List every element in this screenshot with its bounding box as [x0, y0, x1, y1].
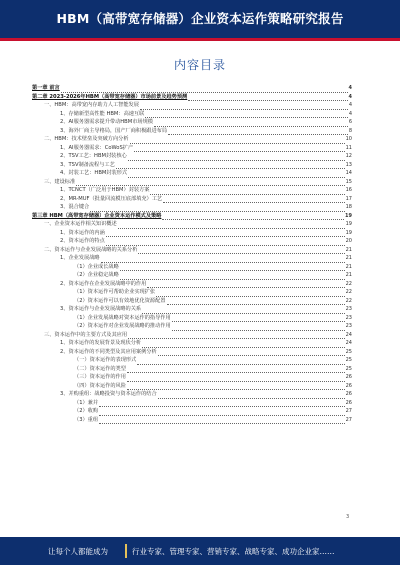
toc-entry[interactable] [32, 101, 352, 110]
table-of-contents [32, 84, 352, 424]
toc-entry-text: （三）资本运作的作用 [74, 374, 126, 380]
toc-entry-page: 23 [345, 323, 352, 329]
footer-divider [125, 544, 127, 558]
toc-entry-text: 2、资本运作在企业发展战略中的作用 [60, 280, 147, 287]
footer-slogan-left: 让每个人都能成为 [48, 547, 108, 556]
toc-entry[interactable] [32, 118, 352, 127]
toc-entry-text: 三、建设标准 [44, 178, 76, 185]
toc-entry-page: 16 [345, 187, 352, 193]
toc-entry[interactable] [32, 263, 352, 272]
toc-entry[interactable] [32, 348, 352, 357]
toc-entry-text: 3、资本运作与企业发展战略的关系 [60, 306, 142, 312]
toc-entry-page: 12 [345, 153, 352, 159]
toc-entry[interactable] [32, 229, 352, 238]
toc-leader-dots [162, 213, 344, 220]
toc-leader-dots [163, 196, 345, 203]
toc-entry-text: （1）资本运作可帮助企业实现扩张 [74, 289, 156, 295]
toc-entry-text: 1、资本运作的内涵 [60, 229, 105, 236]
report-footer [0, 537, 400, 565]
toc-leader-dots [154, 120, 348, 127]
toc-entry-text: 3、混合键合 [60, 204, 90, 210]
toc-entry[interactable] [32, 331, 352, 340]
toc-entry-text: 1、TCNCT（广泛用于HBM）封装方案 [60, 187, 150, 193]
toc-entry[interactable] [32, 271, 352, 280]
toc-entry[interactable] [32, 407, 352, 416]
toc-leader-dots [127, 383, 345, 390]
toc-leader-dots [76, 179, 344, 186]
toc-entry[interactable] [32, 356, 352, 365]
toc-entry[interactable] [32, 322, 352, 331]
toc-entry-text: 一、企业资本运作相关知识概述 [44, 221, 117, 227]
toc-leader-dots [142, 307, 345, 314]
toc-leader-dots [99, 409, 345, 416]
toc-entry-text: 3、并购重组：战略投资与资本运作的结合 [60, 391, 157, 397]
toc-entry-text: 三、资本运作中的主要方式及其应用 [44, 331, 128, 338]
toc-entry-page: 21 [345, 272, 352, 278]
toc-entry-page: 23 [345, 314, 352, 321]
toc-entry-page: 25 [345, 357, 352, 363]
toc-title: 内容目录 [173, 58, 226, 72]
toc-entry-page: 22 [345, 280, 352, 287]
toc-entry[interactable] [32, 305, 352, 314]
toc-entry-text: 1、存储新型高性能 HBM：高速互联 [60, 110, 145, 117]
toc-entry-text: 2、MR-MUF（批量回流模压底部填充）工艺 [60, 195, 163, 202]
toc-entry-page: 20 [345, 238, 352, 244]
toc-leader-dots [61, 86, 348, 93]
toc-entry[interactable] [32, 220, 352, 229]
toc-entry-page: 25 [345, 348, 352, 355]
toc-leader-dots [130, 137, 345, 144]
footer-slogan-right: 行业专家、管理专家、营销专家、战略专家、成功企业家…… [132, 547, 335, 556]
toc-leader-dots [120, 264, 345, 271]
toc-entry-page: 13 [345, 161, 352, 168]
toc-entry[interactable] [32, 110, 352, 119]
toc-entry[interactable] [32, 161, 352, 170]
toc-entry-text: （2）收购 [74, 408, 99, 414]
toc-entry-page: 17 [345, 195, 352, 202]
toc-entry-page: 19 [345, 212, 352, 219]
toc-entry[interactable] [32, 280, 352, 289]
toc-entry-page: 4 [348, 110, 352, 117]
toc-entry-page: 23 [345, 306, 352, 312]
toc-leader-dots [101, 256, 345, 263]
toc-entry-page: 11 [345, 144, 352, 151]
toc-entry-page: 4 [348, 93, 352, 100]
page-number: 3 [346, 514, 350, 520]
toc-entry[interactable] [32, 186, 352, 195]
toc-entry[interactable] [32, 339, 352, 348]
toc-entry-text: 二、资本运作与企业发展战略的关系分析 [44, 246, 138, 253]
toc-entry-text: 2、资本运作的不同类型及其应用案例分析 [60, 348, 157, 355]
toc-entry-text: 1、企业发展战略 [60, 255, 100, 261]
toc-leader-dots [158, 392, 345, 399]
toc-leader-dots [99, 400, 345, 407]
toc-entry-page: 22 [345, 289, 352, 295]
toc-leader-dots [106, 230, 345, 237]
toc-entry-page: 26 [345, 382, 352, 389]
toc-leader-dots [158, 349, 345, 356]
toc-entry-page: 4 [348, 85, 352, 91]
toc-leader-dots [137, 358, 344, 365]
toc-entry-text: （1）企业成长战略 [74, 263, 119, 270]
toc-entry-page: 27 [345, 416, 352, 423]
toc-entry-text: 3、海外厂商主导格局，国产厂商积极跟进布局 [60, 127, 168, 134]
toc-entry-text: （2）企业稳定战略 [74, 272, 119, 278]
toc-entry-text: （1）企业发展战略对资本运作的指导作用 [74, 314, 171, 321]
toc-entry-page: 21 [345, 255, 352, 261]
toc-entry-page: 6 [348, 119, 352, 125]
toc-leader-dots [99, 417, 345, 424]
toc-leader-dots [142, 341, 345, 348]
toc-entry-page: 19 [345, 221, 352, 227]
toc-entry[interactable] [32, 178, 352, 187]
toc-leader-dots [145, 111, 347, 118]
toc-entry-text: （2）资本运作可以有效地优化资源配置 [74, 297, 166, 304]
toc-entry-text: 二、HBM：技术壁垒及突破方向分析 [44, 136, 129, 142]
toc-leader-dots [167, 298, 345, 305]
toc-entry-page: 26 [345, 374, 352, 380]
toc-leader-dots [106, 239, 345, 246]
toc-leader-dots [128, 154, 345, 161]
toc-entry-page: 18 [345, 204, 352, 210]
toc-leader-dots [128, 171, 345, 178]
toc-entry-page: 14 [345, 170, 352, 176]
toc-entry-text: 第二章 2023-2026年HBM（高带宽存储器）市场前景及趋势预测 [32, 93, 188, 100]
toc-entry-page: 15 [345, 178, 352, 185]
toc-entry-text: 4、封装工艺：HBM封装形式 [60, 170, 128, 176]
toc-entry-text: 2、资本运作的特点 [60, 238, 105, 244]
toc-entry-page: 21 [345, 246, 352, 253]
toc-entry-text: （3）重组 [74, 416, 99, 423]
toc-leader-dots [172, 324, 345, 331]
toc-entry[interactable] [32, 144, 352, 153]
toc-leader-dots [90, 205, 344, 212]
toc-leader-dots [150, 188, 344, 195]
toc-entry-text: 1、AI服务器需求：CoWoS扩产 [60, 144, 134, 151]
toc-leader-dots [138, 247, 344, 254]
report-title: HBM（高带宽存储器）企业资本运作策略研究报告 [56, 11, 344, 26]
toc-entry-text: 1、资本运作的发展背景及现状分析 [60, 340, 142, 346]
toc-leader-dots [172, 315, 345, 322]
toc-leader-dots [116, 162, 345, 169]
toc-leader-dots [147, 281, 344, 288]
toc-entry-page: 22 [345, 297, 352, 304]
toc-entry[interactable] [32, 365, 352, 374]
toc-entry-text: （一）资本运作的表现形式 [74, 357, 137, 363]
toc-entry[interactable] [32, 212, 352, 221]
toc-entry-text: 第一章 前言 [32, 85, 60, 91]
toc-entry-text: 3、TSV制备流程与工艺 [60, 161, 115, 168]
toc-entry[interactable] [32, 314, 352, 323]
toc-leader-dots [120, 273, 345, 280]
toc-leader-dots [134, 145, 344, 152]
toc-entry[interactable] [32, 152, 352, 161]
toc-entry[interactable] [32, 237, 352, 246]
toc-leader-dots [127, 375, 345, 382]
toc-entry-text: （四）资本运作的风险 [74, 382, 126, 389]
toc-entry-page: 27 [345, 408, 352, 414]
toc-entry[interactable] [32, 135, 352, 144]
toc-entry-page: 24 [345, 340, 352, 346]
toc-entry[interactable] [32, 297, 352, 306]
toc-entry[interactable] [32, 84, 352, 93]
toc-entry[interactable] [32, 169, 352, 178]
toc-entry-page: 19 [345, 229, 352, 236]
toc-entry[interactable] [32, 93, 352, 102]
toc-entry[interactable] [32, 195, 352, 204]
toc-entry-text: 2、AI服务器需求提升带动HBM市场规模 [60, 119, 153, 125]
toc-leader-dots [140, 103, 348, 110]
toc-leader-dots [168, 128, 348, 135]
toc-entry-page: 25 [345, 365, 352, 372]
toc-entry[interactable] [32, 288, 352, 297]
toc-entry[interactable] [32, 246, 352, 255]
toc-leader-dots [128, 332, 345, 339]
report-header [0, 0, 400, 38]
toc-entry-text: （1）兼并 [74, 399, 99, 406]
toc-entry-page: 21 [345, 263, 352, 270]
toc-entry-page: 10 [345, 136, 352, 142]
toc-entry[interactable] [32, 127, 352, 136]
toc-entry[interactable] [32, 203, 352, 212]
toc-entry-page: 8 [348, 127, 352, 134]
toc-entry-text: 一、HBM：高带宽内存助力人工智能发展 [44, 102, 139, 108]
toc-entry-text: 第三章 HBM（高带宽存储器）企业资本运作模式及策略 [32, 212, 162, 219]
toc-leader-dots [188, 94, 347, 101]
toc-entry-page: 26 [345, 399, 352, 406]
toc-entry[interactable] [32, 382, 352, 391]
header-accent-stripe [0, 38, 400, 41]
toc-entry-text: （2）资本运作对企业发展战略的推动作用 [74, 323, 171, 329]
toc-entry-text: （二）资本运作的类型 [74, 365, 126, 372]
toc-leader-dots [127, 366, 345, 373]
toc-entry[interactable] [32, 254, 352, 263]
toc-entry-page: 4 [348, 102, 352, 108]
toc-entry[interactable] [32, 373, 352, 382]
toc-leader-dots [156, 290, 345, 297]
toc-entry-page: 26 [345, 391, 352, 397]
toc-leader-dots [118, 222, 345, 229]
toc-entry[interactable] [32, 416, 352, 425]
toc-entry[interactable] [32, 399, 352, 408]
toc-entry-page: 24 [345, 331, 352, 338]
toc-entry[interactable] [32, 390, 352, 399]
toc-entry-text: 2、TSV工艺：HBM封装核心 [60, 153, 127, 159]
